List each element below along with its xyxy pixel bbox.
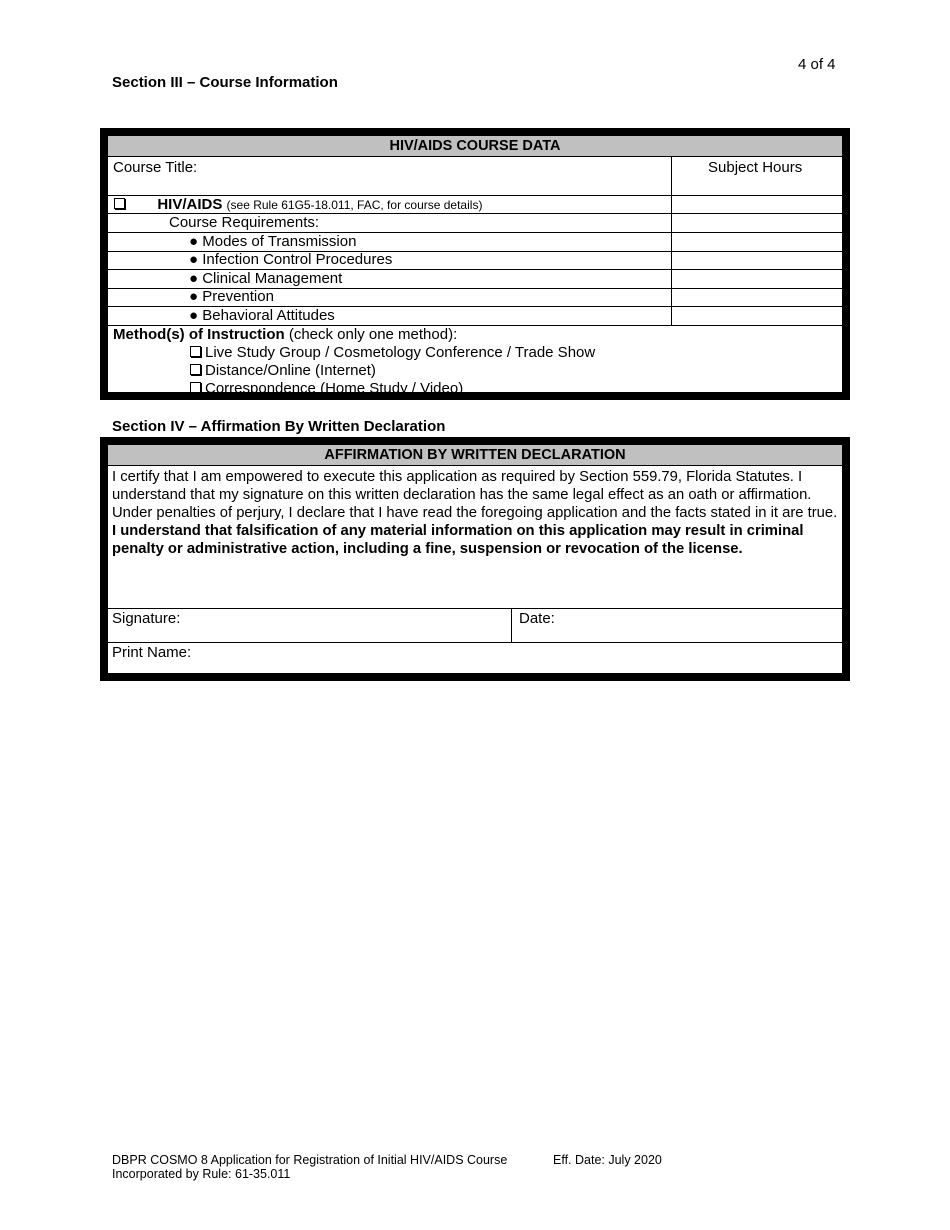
affirmation-statement <box>112 468 838 558</box>
signature-label: Signature: <box>112 610 181 627</box>
affirmation-statement-plain: I certify that I am empowered to execute this application as required by Section 559.79, Florida Statutes. I understand that my signature on this written declaration has the same legal effect as an oath or affirmation. Under penalties of perjury, I declare that I have read the foregoing application and the facts stated in it are true. <box>112 469 838 521</box>
method-checkbox[interactable] <box>190 346 201 357</box>
method-option: Correspondence (Home Study / Video) <box>190 380 463 397</box>
footer <box>112 1153 507 1181</box>
page-number: 4 of 4 <box>798 56 836 73</box>
course-title-label: Course Title: <box>113 159 198 176</box>
requirement-item: ● Clinical Management <box>189 270 343 287</box>
course-data-table-title: HIV/AIDS COURSE DATA <box>108 136 842 157</box>
section-3-heading: Section III – Course Information <box>112 74 338 91</box>
method-checkbox[interactable] <box>190 364 201 375</box>
methods-of-instruction <box>113 326 457 343</box>
requirement-item: ● Prevention <box>189 288 274 305</box>
section-4-heading: Section IV – Affirmation By Written Declaration <box>112 418 446 435</box>
requirement-item: ● Behavioral Attitudes <box>189 307 335 324</box>
requirement-item: ● Infection Control Procedures <box>189 251 393 268</box>
affirmation-statement-bold: I understand that falsification of any material information on this application may result in criminal penalty or administrative action, including a fine, suspension or revocation of the license. <box>112 523 804 557</box>
hiv-aids-course-name: HIV/AIDS <box>157 196 223 213</box>
footer-form-title: DBPR COSMO 8 Application for Registration of Initial HIV/AIDS Course <box>112 1153 508 1167</box>
hiv-aids-checkbox[interactable] <box>114 198 125 209</box>
method-checkbox[interactable] <box>190 382 201 393</box>
footer-rule: Incorporated by Rule: 61-35.011 <box>112 1167 291 1181</box>
requirement-item: ● Modes of Transmission <box>189 233 357 250</box>
method-option: Distance/Online (Internet) <box>190 362 376 379</box>
method-option: Live Study Group / Cosmetology Conference / Trade Show <box>190 344 595 361</box>
footer-eff-date: Eff. Date: July 2020 <box>553 1153 662 1167</box>
subject-hours-label: Subject Hours <box>708 159 803 176</box>
date-label: Date: <box>519 610 555 627</box>
hiv-aids-course-note: (see Rule 61G5-18.011, FAC, for course details) <box>226 198 483 212</box>
course-requirements-label: Course Requirements: <box>169 214 320 231</box>
hiv-aids-course-data-table <box>100 128 850 400</box>
affirmation-table-title: AFFIRMATION BY WRITTEN DECLARATION <box>108 445 842 466</box>
methods-label: Method(s) of Instruction <box>113 326 285 343</box>
affirmation-table <box>100 437 850 681</box>
methods-note: (check only one method): <box>288 326 458 343</box>
print-name-label: Print Name: <box>112 644 192 661</box>
hiv-aids-course-row <box>114 196 482 213</box>
hours-column-divider <box>671 157 672 325</box>
